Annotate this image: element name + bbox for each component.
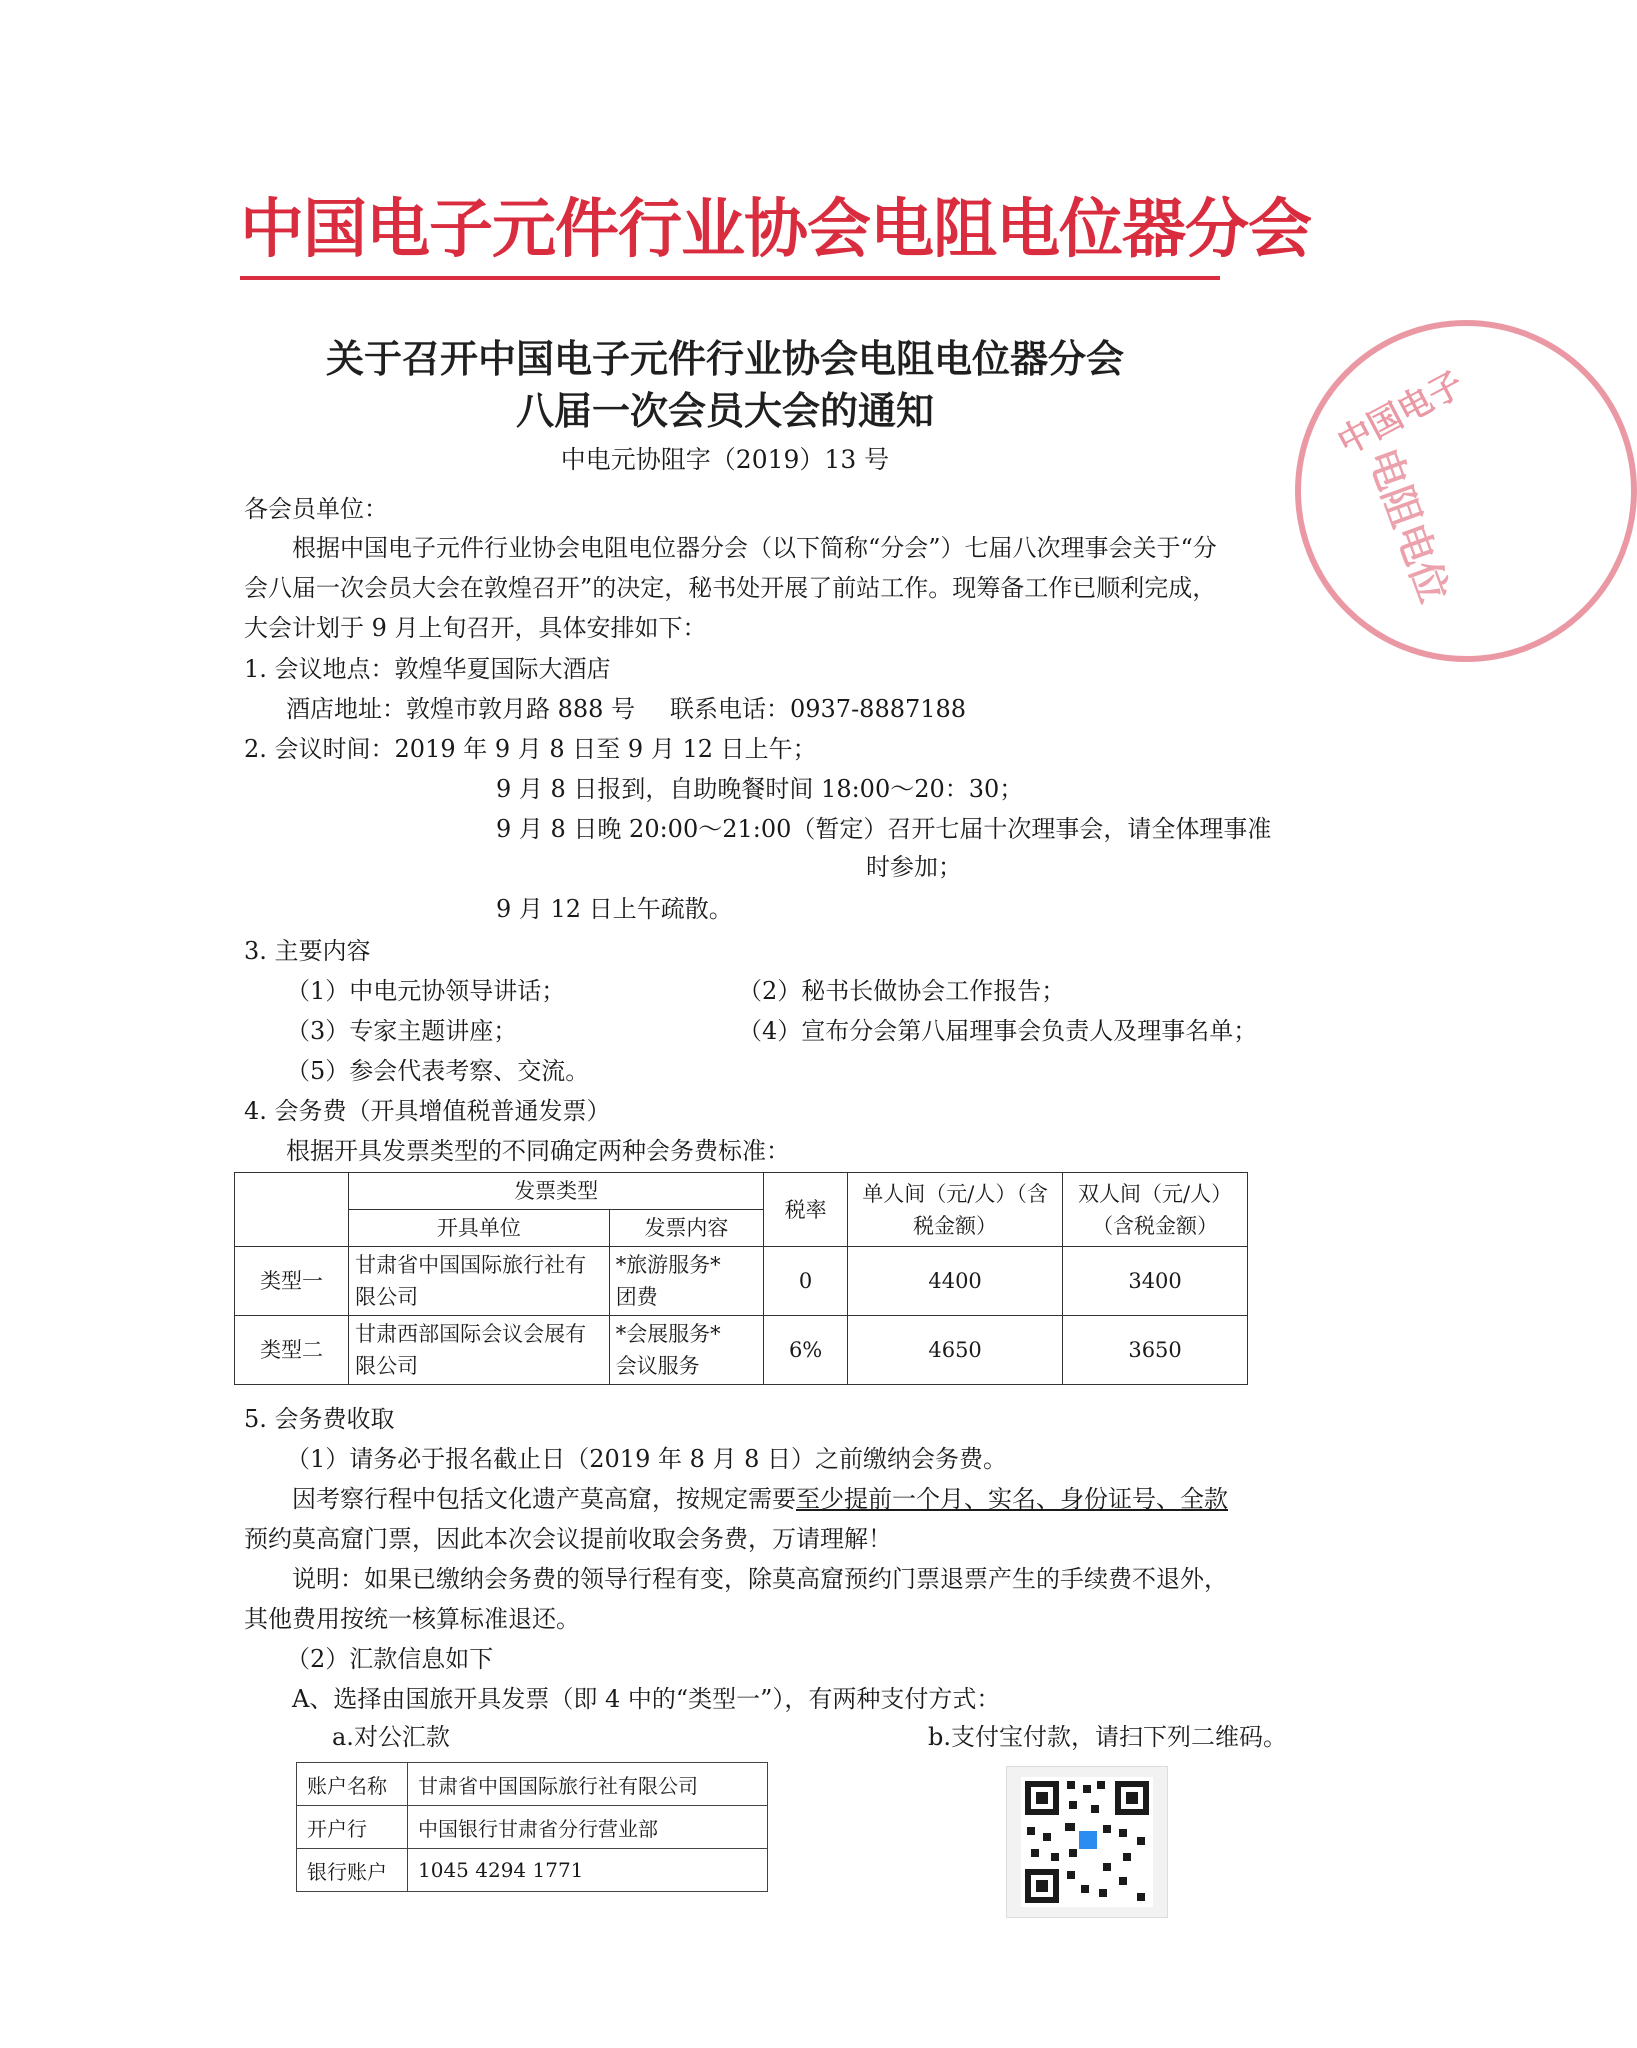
table-row — [297, 1763, 768, 1806]
document-number: 中电元协阻字（2019）13 号 — [560, 445, 890, 474]
agenda-item-5: （5）参会代表考察、交流。 — [286, 1057, 590, 1085]
seal-text-top: 中国电子 — [1331, 364, 1471, 464]
table-header-cell: 开具单位 — [349, 1210, 610, 1247]
section-2-heading: 2. 会议时间：2019 年 9 月 8 日至 9 月 12 日上午； — [244, 735, 817, 763]
letterhead-rule — [240, 276, 1220, 280]
table-header-row — [235, 1173, 1248, 1210]
table-cell: 甘肃省中国国际旅行社有限公司 — [408, 1763, 768, 1806]
table-cell: 6% — [764, 1316, 848, 1385]
section-1-heading: 1. 会议地点：敦煌华夏国际大酒店 — [244, 655, 611, 683]
content-line1: *会展服务* — [615, 1322, 721, 1346]
table-cell: 开户行 — [297, 1806, 408, 1849]
bank-transfer-label: a.对公汇款 — [332, 1723, 450, 1751]
table-cell: 4650 — [848, 1316, 1063, 1385]
payment-reason-line1 — [292, 1484, 1228, 1514]
table-cell — [349, 1316, 610, 1385]
header-single-line2: 税金额） — [913, 1213, 998, 1238]
table-cell — [609, 1247, 764, 1316]
section-3-heading: 3. 主要内容 — [244, 937, 371, 965]
hotel-phone: 联系电话：0937-8887188 — [670, 695, 967, 723]
section-4-heading: 4. 会务费（开具增值税普通发票） — [244, 1097, 611, 1125]
reason-text: 因考察行程中包括文化遗产莫高窟，按规定需要 — [292, 1485, 796, 1513]
content-line2: 团费 — [615, 1285, 658, 1309]
seal-text-side: 电阻电位 — [1358, 442, 1457, 609]
bank-account-table — [296, 1762, 768, 1892]
payment-reason-line2: 预约莫高窟门票，因此本次会议提前收取会务费，万请理解！ — [244, 1525, 892, 1553]
letterhead-title: 中国电子元件行业协会电阻电位器分会 — [240, 193, 1311, 267]
table-cell: 账户名称 — [297, 1763, 408, 1806]
table-cell: 银行账户 — [297, 1849, 408, 1892]
agenda-item-4: （4）宣布分会第八届理事会负责人及理事名单； — [738, 1017, 1258, 1045]
hotel-address: 酒店地址：敦煌市敦月路 888 号 — [286, 695, 636, 723]
table-cell: 1045 4294 1771 — [408, 1849, 768, 1892]
table-header-cell — [1063, 1173, 1248, 1247]
issuer-line1: 甘肃省中国国际旅行社有 — [355, 1253, 587, 1277]
table-cell: 3650 — [1063, 1316, 1248, 1385]
table-header-cell: 发票内容 — [609, 1210, 764, 1247]
intro-line-1: 根据中国电子元件行业协会电阻电位器分会（以下简称“分会”）七届八次理事会关于“分 — [292, 534, 1217, 562]
table-cell: 4400 — [848, 1247, 1063, 1316]
refund-note-line1: 说明：如果已缴纳会务费的领导行程有变，除莫高窟预约门票退票产生的手续费不退外， — [292, 1565, 1228, 1593]
table-cell: 0 — [764, 1247, 848, 1316]
intro-line-3: 大会计划于 9 月上旬召开，具体安排如下： — [244, 614, 707, 642]
agenda-item-2: （2）秘书长做协会工作报告； — [738, 977, 1066, 1005]
table-cell: 类型二 — [235, 1316, 349, 1385]
schedule-line-2: 9 月 8 日晚 20:00～21:00（暂定）召开七届十次理事会，请全体理事准 — [496, 815, 1272, 843]
alipay-label: b.支付宝付款，请扫下列二维码。 — [928, 1723, 1287, 1751]
header-single-line1: 单人间（元/人）（含 — [862, 1181, 1048, 1206]
agenda-item-1: （1）中电元协领导讲话； — [286, 977, 566, 1005]
refund-note-line2: 其他费用按统一核算标准退还。 — [244, 1605, 580, 1633]
reason-underlined-text: 至少提前一个月、实名、身份证号、全款 — [796, 1485, 1228, 1513]
table-row — [235, 1247, 1248, 1316]
section-5-heading: 5. 会务费收取 — [244, 1405, 395, 1433]
schedule-line-1: 9 月 8 日报到，自助晚餐时间 18:00～20：30； — [496, 775, 1024, 803]
table-cell: 中国银行甘肃省分行营业部 — [408, 1806, 768, 1849]
table-header-cell: 税率 — [764, 1173, 848, 1247]
header-double-line2: （含税金额） — [1092, 1213, 1219, 1238]
table-cell: 3400 — [1063, 1247, 1248, 1316]
table-cell: 类型一 — [235, 1247, 349, 1316]
payment-deadline: （1）请务必于报名截止日（2019 年 8 月 8 日）之前缴纳会务费。 — [286, 1445, 1008, 1473]
issuer-line2: 限公司 — [355, 1285, 419, 1309]
qr-code-icon — [1007, 1767, 1167, 1917]
fee-table — [234, 1172, 1248, 1385]
table-row — [297, 1849, 768, 1892]
agenda-item-3: （3）专家主题讲座； — [286, 1017, 518, 1045]
fee-description: 根据开具发票类型的不同确定两种会务费标准： — [286, 1137, 790, 1165]
official-seal — [1295, 320, 1637, 662]
header-double-line1: 双人间（元/人） — [1078, 1181, 1233, 1206]
issuer-line2: 限公司 — [355, 1354, 419, 1378]
table-cell — [609, 1316, 764, 1385]
content-line2: 会议服务 — [615, 1354, 700, 1378]
issuer-line1: 甘肃西部国际会议会展有 — [355, 1322, 587, 1346]
alipay-qr-code — [1006, 1766, 1168, 1918]
table-row — [235, 1316, 1248, 1385]
schedule-line-3: 9 月 12 日上午疏散。 — [496, 895, 733, 923]
notice-title-line1: 关于召开中国电子元件行业协会电阻电位器分会 — [325, 337, 1124, 381]
salutation: 各会员单位： — [244, 495, 388, 523]
remittance-heading: （2）汇款信息如下 — [286, 1645, 494, 1673]
table-header-cell — [235, 1173, 349, 1247]
intro-line-2: 会八届一次会员大会在敦煌召开”的决定，秘书处开展了前站工作。现筹备工作已顺利完成， — [244, 574, 1217, 602]
schedule-line-2b: 时参加； — [866, 853, 962, 881]
table-cell — [349, 1247, 610, 1316]
notice-title-line2: 八届一次会员大会的通知 — [515, 389, 934, 433]
table-header-cell — [848, 1173, 1063, 1247]
table-header-cell: 发票类型 — [349, 1173, 764, 1210]
payment-option-a: A、选择由国旅开具发票（即 4 中的“类型一”），有两种支付方式： — [292, 1685, 1001, 1713]
table-row — [297, 1806, 768, 1849]
content-line1: *旅游服务* — [615, 1253, 721, 1277]
